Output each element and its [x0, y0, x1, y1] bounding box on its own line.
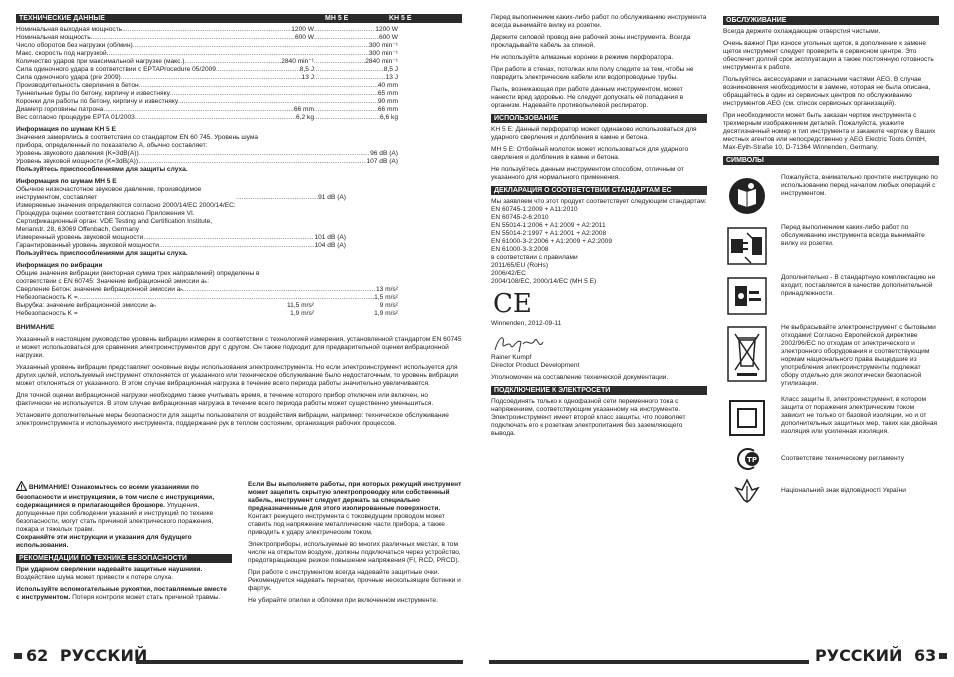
tech-data-header — [16, 14, 462, 23]
manual-icon — [723, 174, 771, 218]
spec-dots — [107, 50, 314, 58]
safety-rule-1 — [16, 566, 232, 582]
spec-row — [16, 82, 462, 90]
unplug-icon — [723, 224, 771, 268]
declaration-standard: EN 60745-2-6:2010 — [491, 214, 549, 221]
spec-dots — [103, 106, 293, 114]
dotted-label: Небезопасность K = — [16, 294, 78, 301]
dotted-label: Небезопасность K = — [16, 310, 78, 317]
spec-row — [16, 106, 462, 114]
declaration-standard: 2006/42/EC — [491, 270, 526, 277]
spec-dots — [216, 66, 300, 74]
spec-left — [16, 106, 314, 114]
spec-left — [16, 26, 314, 34]
dotted-label: Сверление Бетон: значение вибрационной эмиссии aₕ — [16, 286, 184, 293]
spec-value-kh: 300 min⁻¹ — [368, 42, 398, 49]
spec-label: Вес согласно процедуре EPTA 01/2003 — [16, 114, 135, 121]
footer-bar-right-a — [489, 660, 809, 664]
dotted-value: 96 dB (A) — [370, 150, 398, 157]
symbols-header: СИМВОЛЫ — [723, 156, 939, 165]
dotted-dots — [78, 294, 374, 302]
safety-rule-3-text: Контакт режущего инструмента с токоведущим проводом может ставить под напряжение металлические части прибора, а также приводить к удару электрическим током. — [248, 513, 445, 536]
spec-dots-2 — [314, 26, 375, 34]
footer-bar-left-b — [136, 660, 463, 664]
class2-icon — [723, 396, 771, 440]
use-kh-text: Данный перфоратор может одинаково использоваться для ударного сверления и долбления в камне и бетона. — [491, 126, 697, 141]
spec-dots — [135, 114, 296, 122]
noise-kh-rows — [16, 150, 462, 166]
dotted-row — [16, 234, 346, 242]
dotted-value: 13 m/s² — [376, 286, 398, 293]
spec-row — [16, 50, 462, 58]
spec-row — [16, 66, 462, 74]
page-language-right: РУССКИЙ — [815, 646, 903, 665]
spec-value-mh: 2840 min⁻¹ — [281, 58, 314, 65]
symbol-row-manual — [723, 174, 939, 218]
spec-dots-2 — [314, 90, 378, 98]
spec-value-kh: 40 mm — [377, 82, 398, 89]
declaration-standards — [491, 206, 707, 286]
svg-text:TP: TP — [747, 456, 757, 464]
symbol-text-accessory: Дополнительно - В стандартную комплектацию не входит, поставляется в качестве дополнительной принадлежности. — [781, 274, 936, 297]
dotted-row — [16, 302, 462, 310]
maintenance-paragraph: При необходимости может быть заказан чертеж инструмента с трехмерным изображением деталей. Пожалуйста, укажите десятизначный номер и тип инструмента и закажите чертеж у Ваших местных агентов или непосредственно у AEG Electric Tools GmbH, Max-Eyth-Straße 10, D-71364 Winnenden, Germany. — [723, 112, 936, 151]
safety-paragraph: Не используйте алмазные коронки в режиме перфоратора. — [491, 54, 674, 61]
use-note: Не пользуйтесь данным инструментом способом, отличным от указанного для нормального применения. — [491, 166, 684, 181]
dotted-label: Измеренный уровень звуковой мощности — [16, 234, 144, 241]
noise-kh-title: Информация по шумам KH 5 E — [16, 126, 116, 133]
spec-value-kh: 13 J — [385, 74, 398, 81]
spec-value-kh: 6,6 kg — [380, 114, 398, 121]
dotted-label: Уровень звукового давления (K=3dB(A)) — [16, 150, 139, 157]
footer-right — [815, 647, 936, 665]
spec-row — [16, 42, 462, 50]
tech-data-title: ТЕХНИЧЕСКИЕ ДАННЫЕ — [19, 15, 105, 22]
spec-value-kh: 90 mm — [377, 98, 398, 105]
declaration-text: Мы заявляем что этот продукт соответствует следующим стандартам: — [491, 198, 707, 205]
dotted-value: 1,9 m/s² — [290, 310, 314, 317]
use-mh-label: MH 5 E: — [491, 146, 515, 153]
symbol-row-unplug — [723, 224, 939, 268]
spec-value-kh: 2840 min⁻¹ — [365, 58, 398, 65]
spec-row — [16, 114, 462, 122]
dotted-label: Вырубка: значение вибрационной эмиссии aₕ — [16, 302, 156, 309]
ua-icon — [723, 478, 771, 504]
dotted-dots — [143, 234, 314, 242]
connection-text: Подсоединять только к однофазной сети переменного тока с напряжением, соответствующим указанному на инструменте. Электроинструмент имеет второй класс защиты, что позволяет подключать его к розеткам электропитания без заземляющего вывода. — [491, 398, 686, 437]
spec-row — [16, 98, 462, 106]
spec-left — [16, 82, 314, 90]
spec-left — [16, 42, 314, 50]
dotted-dots — [159, 242, 315, 250]
safety-rule-1-bold: При ударном сверлении надевайте защитные наушники. — [16, 566, 203, 573]
use-mh — [491, 146, 707, 162]
spec-row — [16, 58, 462, 66]
safety-rule-4: Электроприборы, используемые во многих различных местах, в том числе на открытом воздухе, должны подключаться через устройство, предотвращающее резкое повышение напряжения (FI, RCD, PRCD). — [248, 541, 461, 564]
spec-left — [16, 98, 314, 106]
declaration-standard: EN 55014-2:1997 + A1:2001 + A2:2008 — [491, 230, 607, 237]
spec-label: Сила одиночного удара в соответствии с EPTAProcedure 05/2009 — [16, 66, 216, 73]
spec-right — [314, 74, 398, 82]
warning-block — [16, 481, 232, 550]
attention-p2: Указанный уровень вибрации представляет основные виды использования электроинструмента. Но если электроинструмент используется для других целей, используемый инструмент отклоняется от указанного или техническое обслуживание было недостаточным, то уровень вибрации может отклоняться от указанного. В этом случае вибрационная нагрузка в течение всего периода работы значительно увеличивается. — [16, 364, 459, 387]
weee-icon — [723, 324, 771, 384]
safety-rule-1-text: Воздействие шума может привести к потере слуха. — [16, 574, 174, 581]
dotted-dots — [139, 150, 370, 158]
spec-label: Номинальная выходная мощность — [16, 26, 123, 33]
dotted-value: 104 dB (A) — [314, 242, 346, 249]
spec-value-kh: 8,5 J — [383, 66, 398, 73]
spec-right — [314, 90, 398, 98]
col-kh5e: KH 5 E — [389, 15, 412, 22]
symbol-text-class2: Класс защиты II, электроинструмент, в котором защита от поражения электрическим током зависит не только от базовой изоляции, но и от дополнительных защитных мер, таких как двойная изоляция или усиленная изоляция. — [781, 396, 938, 435]
spec-row — [16, 26, 462, 34]
symbol-row-accessory — [723, 274, 939, 318]
spec-label: Макс. скорость под нагрузкой — [16, 50, 107, 57]
dotted-dots-2 — [314, 310, 374, 318]
spec-left — [16, 74, 314, 82]
spec-label: Диаметр горловины патрона — [16, 106, 104, 113]
spec-dots — [91, 34, 295, 42]
page-number-right: 63 — [913, 646, 937, 665]
spec-row — [16, 74, 462, 82]
spec-dots — [133, 42, 314, 50]
maintenance-text — [723, 28, 939, 152]
dotted-dots — [78, 310, 290, 318]
warning-keep: Сохраняйте эти инструкции и указания для будущего использования. — [16, 534, 192, 549]
dotted-row — [16, 286, 398, 294]
spec-dots-2 — [314, 50, 369, 58]
spec-value-mh: 1200 W — [291, 26, 314, 33]
attention-p1: Указанный в настоящем руководстве уровень вибрации измерен в соответствии с технологией измерения, установленной стандартом EN 60745 и может использоваться для сравнения электроинструментов друг с другом. Он также подходит для предварительной оценки вибрационной нагрузки. — [16, 336, 462, 359]
safety-rule-2 — [16, 586, 232, 602]
noise-mh-use: Пользуйтесь приспособлениями для защиты слуха. — [16, 250, 188, 257]
symbol-row-ctp — [723, 446, 939, 472]
noise-mh-row1 — [16, 186, 346, 202]
attention-p3: Для точной оценки вибрационной нагрузки необходимо также учитывать время, в течение которого прибор отключен или включен, но фактически не используется. В этом случае вибрационная нагрузка в течение всего периода работы может существенно уменьшиться. — [16, 392, 434, 407]
declaration-standard: EN 61000-3-3:2008 — [491, 246, 549, 253]
safety-paragraph: Пыль, возникающая при работе данным инструментом, может нанести вред здоровью. Не следует допускать её попадания в организм. Надевайте противопылевой респиратор. — [491, 86, 684, 109]
dotted-dots — [138, 158, 366, 166]
dotted-value-2: 9 m/s² — [379, 302, 398, 309]
spec-left — [16, 114, 314, 122]
spec-value-mh: 66 mm — [293, 106, 314, 113]
spec-left — [16, 58, 314, 66]
spec-value-mh: 6,2 kg — [296, 114, 314, 121]
safety-rule-3 — [248, 481, 462, 537]
spec-left — [16, 90, 314, 98]
spec-right — [314, 26, 398, 34]
symbol-row-weee — [723, 324, 939, 388]
dotted-left — [16, 310, 314, 318]
spec-dots-2 — [314, 34, 379, 42]
maintenance-paragraph: Всегда держите охлаждающие отверстия чистыми. — [723, 28, 881, 35]
declaration-standard: EN 61000-3-2:2006 + A1:2009 + A2:2009 — [491, 238, 612, 245]
spec-value-kh: 300 min⁻¹ — [368, 50, 398, 57]
declaration-header: ДЕКЛАРАЦИЯ О СООТВЕТСТВИИ СТАНДАРТАМ ЕС — [491, 186, 707, 195]
spec-dots — [121, 74, 302, 82]
safety-rule-2-bold: Используйте вспомогательные рукоятки, поставляемые вместе с инструментом. — [16, 586, 227, 601]
dotted-label: Гарантированный уровень звуковой мощности — [16, 242, 159, 249]
authorized-note: Уполномочен на составление технической документации. — [491, 374, 669, 381]
spec-dots — [178, 98, 314, 106]
spec-dots-2 — [314, 114, 380, 122]
warning-triangle-icon — [16, 481, 27, 494]
spec-right — [314, 42, 398, 50]
spec-label: Коронки для работы по бетону, кирпичу и известняку — [16, 98, 179, 105]
symbol-text-ctp: Соответствие техническому регламенту — [781, 455, 904, 462]
col-mh5e: MH 5 E — [325, 15, 349, 22]
spec-dots-2 — [314, 66, 384, 74]
spec-right — [314, 34, 398, 42]
dotted-row — [16, 242, 346, 250]
dotted-row — [16, 150, 398, 158]
spec-dots — [139, 82, 314, 90]
footer-bar-right-b — [939, 653, 947, 659]
spec-right — [314, 50, 398, 58]
dotted-value: 101 dB (A) — [314, 234, 346, 241]
symbol-text-ua: Національний знак відповідності України — [781, 487, 906, 494]
spec-right — [314, 58, 398, 66]
safety-rule-5: При работе с инструментом всегда надевайте защитные очки. Рекомендуется надевать перчатки, прочные нескользящие ботинки и фартук. — [248, 569, 461, 592]
noise-mh-val1: 91 dB (A) — [318, 194, 346, 201]
spec-dots-2 — [314, 82, 378, 90]
declaration-standard: EN 55014-1:2006 + A1:2009 + A2:2011 — [491, 222, 606, 229]
spec-dots — [170, 90, 314, 98]
dotted-row — [16, 294, 398, 302]
signer-name: Rainer Kumpf — [491, 354, 532, 361]
spec-label: Число оборотов без нагрузки (об/мин) — [16, 42, 133, 49]
maintenance-paragraph: Пользуйтесь аксессуарами и запасными частями AEG. В случае возникновения необходимости в замене, которая не была описана, обращайтесь в один из сервисных центров по обслуживанию инструментов AEG (см. список сервисных организаций). — [723, 76, 931, 107]
declaration-place-date: Winnenden, 2012-09-11 — [491, 320, 562, 327]
spec-value-kh: 600 W — [378, 34, 398, 41]
safety-header: РЕКОМЕНДАЦИИ ПО ТЕХНИКЕ БЕЗОПАСНОСТИ — [16, 554, 232, 563]
spec-label: Сила одиночного удара (pre 2009) — [16, 74, 121, 81]
maintenance-header: ОБСЛУЖИВАНИЕ — [723, 16, 939, 25]
spec-left — [16, 34, 314, 42]
spec-right — [314, 82, 398, 90]
vib-rows — [16, 286, 462, 318]
noise-mh-title: Информация по шумам MH 5 E — [16, 178, 117, 185]
symbol-row-class2 — [723, 396, 939, 440]
spec-value-mh: 13 J — [301, 74, 314, 81]
spec-right — [314, 66, 398, 74]
use-header: ИСПОЛЬЗОВАНИЕ — [491, 114, 707, 123]
spec-label: Туннельные буры по бетону, кирпичу и известняку — [16, 90, 170, 97]
vib-text: Общие значения вибрации (векторная сумма трех направлений) определены в соответствии с EN 60745: Значение вибрационной эмиссии aₕ: — [16, 270, 260, 285]
noise-mh-rows — [16, 234, 462, 250]
safety-rule-2-text: Потеря контроля может стать причиной травмы. — [70, 594, 221, 601]
spec-dots-2 — [314, 98, 378, 106]
symbol-row-ua — [723, 478, 939, 504]
right-column-a — [491, 14, 707, 438]
safety-rule-6: Не убирайте опилки и обломки при включенном инструменте. — [248, 597, 438, 604]
use-mh-text: Отбойный молоток может использоваться для ударного сверления и долбления в камне и бетона. — [491, 146, 689, 161]
noise-mh-text2: Измеряемые значения определяются согласно 2000/14/ЕС 2000/14/ЕС: Процедура оценки соответствия согласно Приложения VI. Сертификационный орган: VDE Testing and Certification Institute, Merianstr. 28, 63069 Offenbach, Germany — [16, 202, 236, 233]
spec-left — [16, 66, 314, 74]
safety-continued — [491, 14, 707, 110]
signature — [491, 332, 707, 354]
spec-label: Производительность сверления в бетон — [16, 82, 139, 89]
noise-kh-use: Пользуйтесь приспособлениями для защиты слуха. — [16, 166, 188, 173]
spec-label: Количество ударов при максимальной нагрузке (макс.) — [16, 58, 185, 65]
maintenance-paragraph: Очень важно! При износе угольных щеток, в дополнение к замене щеток инструмент следует проверить в сервисном центре. Это обеспечит долгий срок эксплуатации а также постоянную готовность инструмента к работе. — [723, 40, 934, 71]
spec-value-kh: 1200 W — [375, 26, 398, 33]
ctp-icon — [723, 446, 771, 472]
dotted-dots — [156, 302, 287, 310]
ce-mark: CE — [493, 289, 532, 319]
safety-rule-3-bold: Если Вы выполняете работы, при которых режущий инструмент может зацепить скрытую электропроводку или собственный кабель, инструмент следует держать за специально предназначенные для этого изолированные поверхности. — [248, 481, 462, 512]
spec-dots-2 — [314, 42, 369, 50]
declaration-standard: EN 60745-1:2009 + A11:2010 — [491, 206, 578, 213]
warning-text: Упущения, допущенные при соблюдении указаний и инструкций по технике безопасности, могут стать причиной электрического поражения, пожара и тяжелых травм. — [16, 502, 214, 533]
symbol-text-unplug: Перед выполнением каких-либо работ по обслуживанию инструмента всегда вынимайте вилку из розетки. — [781, 224, 925, 247]
noise-kh-text: Значения замерялись в соответствии со стандартом EN 60 745. Уровень шума прибора, определенный по показателю А, обычно составляет: — [16, 134, 259, 149]
left-column-bottom-a — [16, 481, 232, 606]
footer-bar-left-a — [14, 653, 22, 659]
spec-value-kh: 65 mm — [377, 90, 398, 97]
spec-right — [314, 98, 398, 106]
spec-dots-2 — [314, 74, 386, 82]
spec-row — [16, 90, 462, 98]
spec-left — [16, 50, 314, 58]
use-kh — [491, 126, 707, 142]
spec-dots — [122, 26, 291, 34]
right-column-b — [723, 14, 939, 510]
safety-paragraph: Держите силовой провод вне рабочей зоны инструмента. Всегда прокладывайте кабель за спиной. — [491, 34, 691, 49]
dotted-value: 1,5 m/s² — [374, 294, 398, 301]
spec-table — [16, 26, 462, 122]
dotted-right — [314, 302, 398, 310]
dotted-dots — [183, 286, 376, 294]
dotted-value: 11,5 m/s² — [287, 302, 314, 309]
use-kh-label: KH 5 E: — [491, 126, 514, 133]
spec-row — [16, 34, 462, 42]
footer-left — [26, 647, 147, 665]
dotted-value: 107 dB (A) — [366, 158, 398, 165]
connection-header: ПОДКЛЮЧЕНИЕ К ЭЛЕКТРОСЕТИ — [491, 386, 707, 395]
signer-title: Director Product Development — [491, 362, 580, 369]
spec-dots-2 — [314, 106, 378, 114]
safety-paragraph: Перед выполнением каких-либо работ по обслуживанию инструмента всегда вынимайте вилку из розетки. — [491, 14, 707, 29]
attention-title: ВНИМАНИЕ — [16, 324, 55, 331]
declaration-standard: в соответствии с правилами — [491, 254, 578, 261]
spec-dots-2 — [314, 58, 365, 66]
warning-bold: ВНИМАНИЕ! Ознакомьтесь со всеми указаниями по безопасности и инструкциями, в том числе с инструкциями, содержащимися в прилагающейся брошюре. — [16, 484, 215, 509]
safety-paragraph: При работе в стенах, потолках или полу следите за тем, чтобы не повредить электрические кабели или водопроводные трубы. — [491, 66, 694, 81]
page-language-left: РУССКИЙ — [59, 646, 148, 665]
right-page — [477, 0, 954, 677]
spec-right — [314, 114, 398, 122]
page-number-left: 62 — [26, 646, 49, 665]
dotted-label: Уровень звуковой мощности (K=3dB(A)) — [16, 158, 139, 165]
spec-dots — [184, 58, 281, 66]
spec-right — [314, 106, 398, 114]
spec-value-mh: 8,5 J — [299, 66, 314, 73]
dotted-row — [16, 158, 398, 166]
vib-title: Информация по вибрации — [16, 262, 103, 269]
symbol-text-weee: Не выбрасывайте электроинструмент с бытовыми отходами! Согласно Европейской директиве 2002/96/ЕС по отходам от электрического и электронного оборудования и соответствующим нормам национального права выщедшие из употребления электроинструменты подлежат сбору отдельно для экологически безопасной утилизации. — [781, 324, 936, 387]
spec-label: Номинальная мощность — [16, 34, 91, 41]
spec-value-mh: 600 W — [294, 34, 314, 41]
dotted-row — [16, 310, 462, 318]
spec-value-kh: 66 mm — [377, 106, 398, 113]
declaration-standard: 2004/108/EC, 2000/14/EC (MH 5 E) — [491, 278, 597, 285]
dotted-right — [314, 310, 398, 318]
attention-p4: Установите дополнительные меры безопасности для защиты пользователя от воздействия вибрации, например: техническое обслуживание электроинструмента и используемого инструмента, поддержание рук в теплом состоянии, организация рабочих процессов. — [16, 412, 449, 427]
left-column-top — [16, 12, 462, 432]
dotted-dots-2 — [314, 302, 380, 310]
accessory-icon — [723, 274, 771, 318]
dotted-left — [16, 302, 314, 310]
declaration-standard: 2011/65/EU (RoHs) — [491, 262, 549, 269]
symbol-text-manual: Пожалуйста, внимательно прочтите инструкцию по использованию перед началом любых операций с инструментом. — [781, 174, 938, 197]
dotted-value-2: 1,9 m/s² — [374, 310, 398, 317]
left-column-bottom-b — [248, 481, 462, 609]
noise-mh-text1: Обычное низкочастотное звуковое давление, производимое инструментом, составляет — [16, 186, 202, 201]
